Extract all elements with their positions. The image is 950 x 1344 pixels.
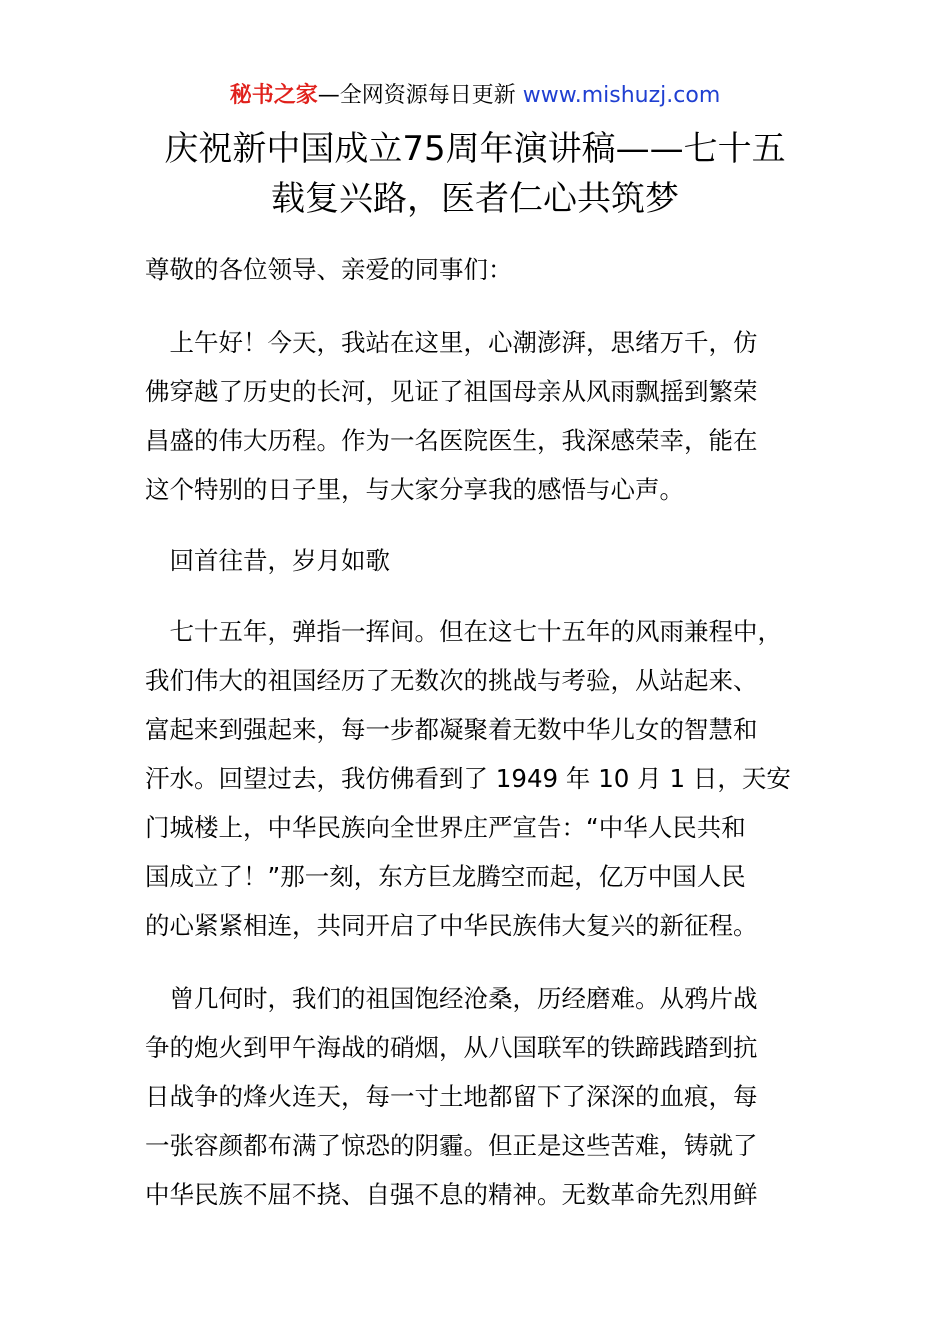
section-heading	[145, 536, 825, 585]
paragraph-hardship	[145, 974, 825, 1219]
text-line: 的心紧紧相连，共同开启了中华民族伟大复兴的新征程。	[145, 911, 758, 940]
section-heading-text: 回首往昔，岁月如歌	[145, 546, 390, 575]
salutation	[145, 245, 825, 294]
salutation-text: 尊敬的各位领导、亲爱的同事们：	[145, 255, 513, 284]
paragraph-history	[145, 607, 825, 950]
text-line: 上午好！今天，我站在这里，心潮澎湃，思绪万千，仿	[145, 328, 758, 357]
text-line: 七十五年，弹指一挥间。但在这七十五年的风雨兼程中，	[145, 617, 782, 646]
title-line: 庆祝新中国成立75周年演讲稿——七十五	[164, 129, 786, 169]
text-line: 富起来到强起来，每一步都凝聚着无数中华儿女的智慧和	[145, 715, 758, 744]
text-line: 一张容颜都布满了惊恐的阴霾。但正是这些苦难，铸就了	[145, 1131, 758, 1160]
text-line: 国成立了！”那一刻，东方巨龙腾空而起，亿万中国人民	[145, 862, 746, 891]
text-line: 佛穿越了历史的长河，见证了祖国母亲从风雨飘摇到繁荣	[145, 377, 758, 406]
text-line: 这个特别的日子里，与大家分享我的感悟与心声。	[145, 475, 684, 504]
text-line: 争的炮火到甲午海战的硝烟，从八国联军的铁蹄践踏到抗	[145, 1033, 758, 1062]
document-body	[145, 245, 825, 1219]
header-tagline: —全网资源每日更新	[317, 83, 516, 108]
text-line: 日战争的烽火连天，每一寸土地都留下了深深的血痕，每	[145, 1082, 758, 1111]
text-line: 曾几何时，我们的祖国饱经沧桑，历经磨难。从鸦片战	[145, 984, 758, 1013]
site-header	[0, 80, 950, 112]
text-line: 门城楼上，中华民族向全世界庄严宣告：“中华人民共和	[145, 813, 746, 842]
text-line: 昌盛的伟大历程。作为一名医院医生，我深感荣幸，能在	[145, 426, 758, 455]
text-line: 汗水。回望过去，我仿佛看到了 1949 年 10 月 1 日，天安	[145, 764, 791, 793]
title-line: 载复兴路，医者仁心共筑梦	[271, 179, 679, 219]
text-line: 中华民族不屈不挠、自强不息的精神。无数革命先烈用鲜	[145, 1180, 758, 1209]
text-line: 我们伟大的祖国经历了无数次的挑战与考验，从站起来、	[145, 666, 758, 695]
brand-name: 秘书之家	[229, 83, 318, 108]
site-url-link[interactable]: www.mishuzj.com	[522, 83, 721, 108]
document-title	[100, 124, 850, 224]
paragraph-greeting	[145, 318, 825, 514]
